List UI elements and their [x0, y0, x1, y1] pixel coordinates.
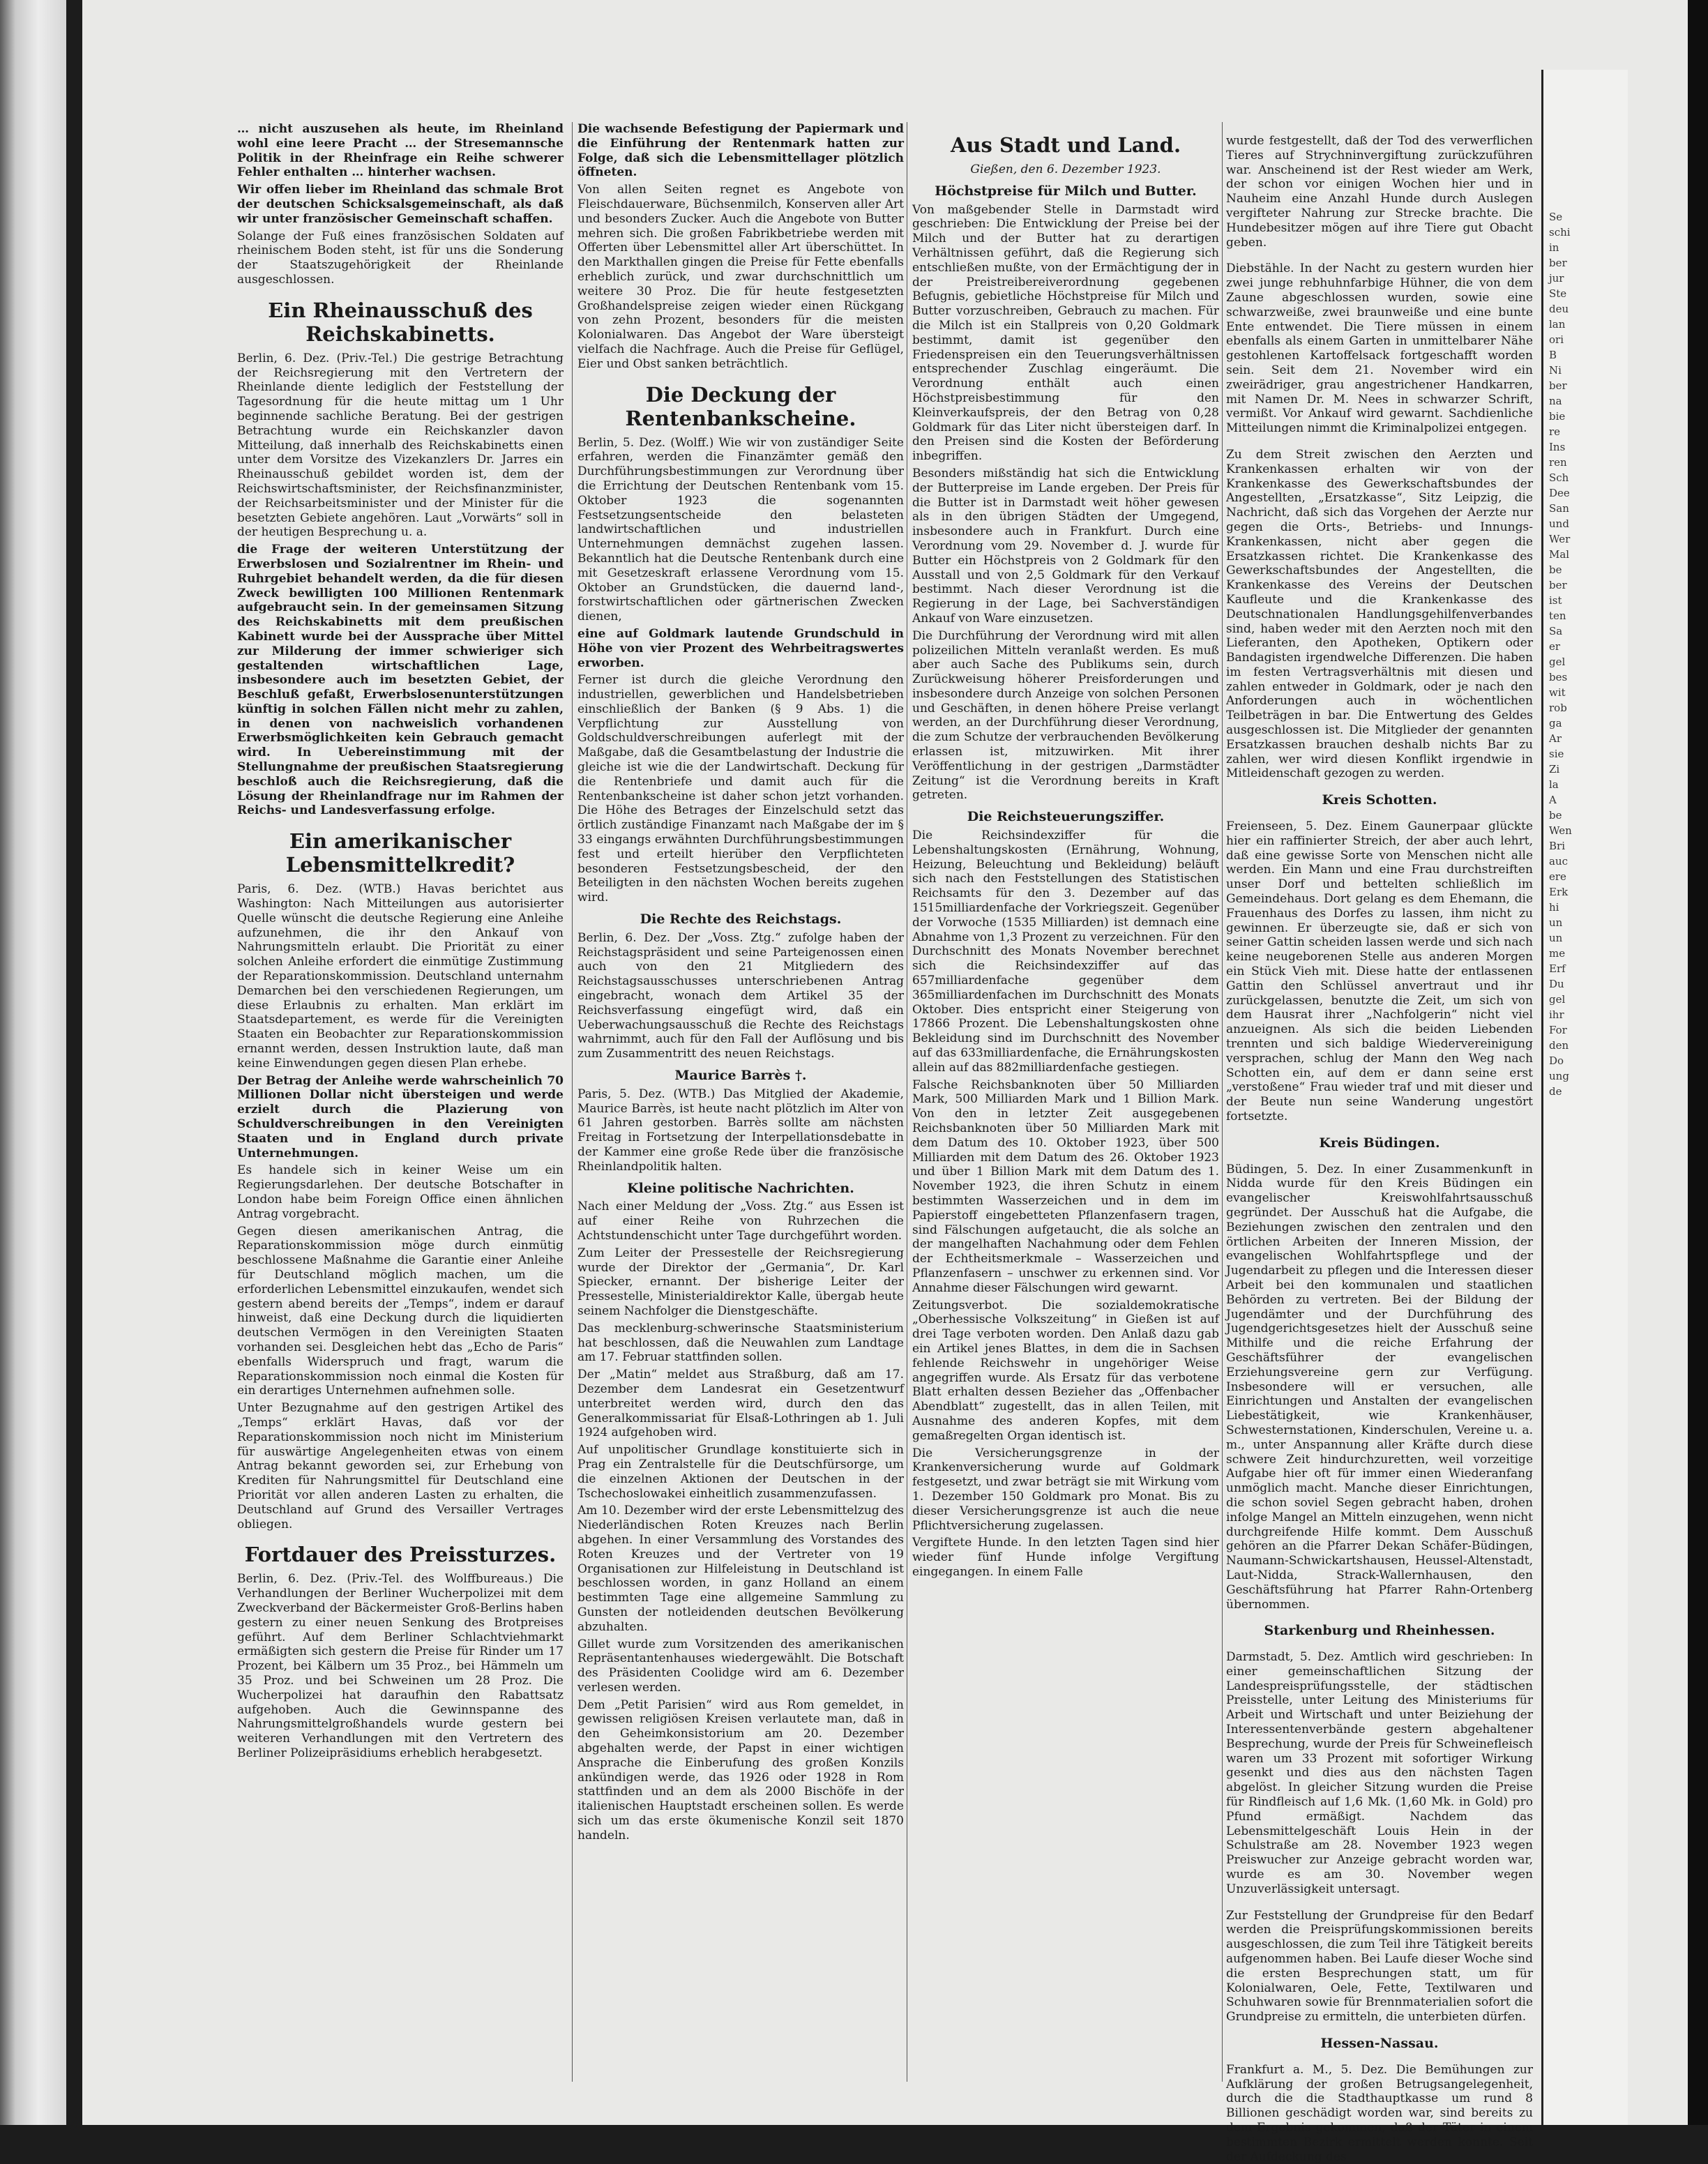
adjacent-page-fragment: Mal [1549, 548, 1570, 561]
article-frage: die Frage der weiteren Unterstützung der Erwerbslosen und Sozialrentner im Rhein- und Ruhrgebiet behandelt werden, da die für diesen Zweck bewilligten 100 Millionen Rentenmark aufgebraucht sein. In der gemeinsamen Sitzung des Reichskabinetts mit dem preußischen Kabinett wurde bei der Aussprache über Mittel zur Milderung der immer schwieriger sich gestaltenden wirtschaftlichen Lage, insbesondere auch im besetzten Gebiet, der Beschluß gefaßt, Erwerbslosenunterstützungen künftig in solchen Fällen nicht mehr zu zahlen, in denen von nachweislich vorhandenen Erwerbsmöglichkeiten kein Gebrauch gemacht wird. In Uebereinstimmung mit der Stellungnahme der preußischen Staatsregierung beschloß auch die Reichsregierung, daß die Lösung der Rheinlandfrage nur im Rahmen der Reichs- und Landesverfassung erfolge. [237, 543, 564, 818]
adjacent-page-fragment: Wen [1549, 824, 1572, 837]
article-unter: Unter Bezugnahme auf den gestrigen Artikel des „Temps“ erklärt Havas, daß vor der Reparationskommission noch nicht im Ministerium für auswärtige Angelegenheiten etwas von einem Antrag bekannt geworden sei, zur Erhebung von Krediten für Nahrungsmittel für Deutschland eine Priorität vor allen anderen Lasten zu erhalten, die Deutschland auf Grund des Versailler Vertrages obliegen. [237, 1401, 564, 1531]
article-durchfuehrung: Die Durchführung der Verordnung wird mit allen polizeilichen Mitteln veranlaßt werden. Es muß aber auch Sache des Publikums sein, durch Zurückweisung höherer Preisforderungen und insbesondere durch Anzeige von solchen Personen und Geschäften, in denen höhere Preise verlangt werden, an der Durchführung dieser Verordnung, die zum Schutze der verbrauchenden Bevölkerung erlassen ist, mitzuwirken. Mit ihrer Veröffentlichung in der gestrigen „Darmstädter Zeitung“ ist die Verordnung bereits in Kraft getreten. [912, 628, 1219, 803]
adjacent-page-fragment: ung [1549, 1070, 1569, 1082]
col1-intro-3: Solange der Fuß eines französischen Soldaten auf rheinischem Boden steht, ist für uns die Sonderung der Staatszugehörigkeit der Rheinlande ausgeschlossen. [237, 229, 564, 287]
adjacent-page-fragment: Se [1549, 211, 1563, 223]
article-butter: Besonders mißständig hat sich die Entwicklung der Butterpreise im Lande ergeben. Der Preis für die Butter ist in Darmstadt weit höher gewesen als in den übrigen Städten der Umgegend, insbesondere auch in Frankfurt. Durch eine Verordnung vom 29. November d. J. wurde für Butter ein Höchstpreis von 2 Goldmark für den Ausstall und von 2,5 Goldmark für den Verkauf bestimmt. Nach dieser Verordnung ist die Regierung in der Lage, bei Sachverständigen Ankauf von Ware einzusetzen. [912, 466, 1219, 626]
adjacent-page-fragment: ber [1549, 257, 1567, 269]
headline-preissturz: Fortdauer des Preissturzes. [244, 1543, 557, 1567]
article-rechte: Berlin, 6. Dez. Der „Voss. Ztg.“ zufolge haben der Reichstagspräsident und seine Parteigenossen einen auch von den 21 Mitgliedern des Reichstagsausschusses unterschriebenen Antrag eingebracht, wonach dem Artikel 35 der Reichsverfassung eingefügt wird, daß ein Ueberwachungsausschuß die Rechte des Reichstags wahrnimmt, auch für den Fall der Auflösung und bis zum Zusammentritt des neuen Reichstags. [577, 930, 904, 1061]
adjacent-page-fragment: un [1549, 916, 1563, 929]
adjacent-page-fragment: na [1549, 395, 1562, 407]
adjacent-page-fragment: ere [1549, 870, 1566, 883]
article-zeitungsverbot: Zeitungsverbot. Die sozialdemokratische „Oberhessische Volkszeitung“ in Gießen ist auf drei Tage verboten worden. Den Anlaß dazu gab ein Artikel jenes Blattes, in dem die in Sachsen fehlende Reichswehr in ungehöriger Weise angegriffen wurde. Als Ersatz für das verbotene Blatt erhalten dessen Bezieher das „Offenbacher Abendblatt“ zugestellt, das in allen Teilen, mit Ausnahme des anderen Kopfes, mit dem gemaßregelten Organ identisch ist. [912, 1298, 1219, 1443]
adjacent-page-fragment: be [1549, 809, 1562, 822]
adjacent-page-fragment: deu [1549, 303, 1569, 315]
article-buedingen: Büdingen, 5. Dez. In einer Zusammenkunft in Nidda wurde für den Kreis Büdingen ein evangelischer Kreiswohlfahrtsausschuß gegründet. Der Ausschuß hat die Aufgabe, die Beziehungen zwischen den zentralen und den örtlichen Arbeiten der Inneren Mission, der evangelischen Wohlfahrtspflege und der Jugendarbeit zu pflegen und die Interessen dieser Arbeit bei den kommunalen und staatlichen Behörden zu vertreten. Bei der Bildung der Jugendämter und der Durchführung des Jugendgerichtsgesetzes hielt der Ausschuß seine Mithilfe und die reiche Erfahrung der Geschäftsführer der evangelischen Erziehungsvereine gern zur Verfügung. Insbesondere will er versuchen, alle Einrichtungen und Anstalten der evangelischen Liebestätigkeit, wie Krankenhäuser, Schwesternstationen, Kinderschulen, Vereine u. a. m., unter Anspannung aller Kräfte durch diese schwere Zeit hindurchzuretten, weil vorzeitige Aufgabe hier oft für immer einen Wiederanfang unmöglich macht. Manche dieser Einrichtungen, die schon soviel Segen gebracht haben, drohen infolge Mangel an Mitteln einzugehen, wenn nicht durchgreifende Hilfe kommt. Dem Ausschuß gehören an die Pfarrer Dekan Schäfer-Büdingen, Naumann-Schwickartshausen, Heussel-Altenstadt, Laut-Nidda, Strack-Wallernhausen, den Geschäftsführung hat Pfarrer Rahn-Ortenberg übernommen. [1226, 1162, 1533, 1612]
article-hoechstpreise: Von maßgebender Stelle in Darmstadt wird geschrieben: Die Entwicklung der Preise bei der Milch und der Butter hat zu derartigen Verhältnissen geführt, daß die Regierung sich entschließen mußte, von der Ermächtigung der in der Preistreibereiverordnung gegebenen Befugnis, gebietliche Höchstpreise für Milch und Butter vorzuschreiben, Gebrauch zu machen. Für die Milch ist ein Stallpreis von 0,20 Goldmark bestimmt, damit ist gegenüber den Friedenspreisen ein den Teuerungsverhältnissen entsprechender Zuschlag eingeräumt. Die Verordnung enthält auch einen Höchstpreisbestimmung für den Kleinverkaufspreis, der den Betrag von 0,28 Goldmark für das Liter nicht übersteigen darf. In den Preisen sind die Kosten der Beförderung inbegriffen. [912, 202, 1219, 464]
adjacent-page-fragment: un [1549, 932, 1563, 944]
column-4 [1226, 122, 1533, 2164]
adjacent-page-fragment: Ni [1549, 364, 1562, 377]
article-falsche-noten: Falsche Reichsbanknoten über 50 Milliarden Mark, 500 Milliarden Mark und 1 Billion Mark. Von den in letzter Zeit ausgegebenen Reichsbanknoten über 50 Milliarden Mark mit dem Datum des 10. Oktober 1923, über 500 Milliarden mit dem Datum des 26. Oktober 1923 und über 1 Billion Mark mit dem Datum des 1. November 1923, die ihren Schutz in einem bestimmten Wasserzeichen und in dem im Papierstoff eingebetteten Pflanzenfasern tragen, sind Fälschungen aufgetaucht, die als solche an der mangelhaften Nachahmung oder dem Fehlen der Echtheitsmerkmale – Wasserzeichen und Pflanzenfasern – unschwer zu erkennen sind. Vor Annahme dieser Fälschungen wird gewarnt. [912, 1077, 1219, 1295]
adjacent-page-fragment: Dee [1549, 487, 1570, 499]
article-schotten: Freienseen, 5. Dez. Einem Gaunerpaar glückte hier ein raffinierter Streich, der aber auch lehrt, daß eine gewisse Sorte von Menschen nicht alle werden. Ein Mann und eine Frau durchstreiften unser Dorf und bettelten schließlich im Gemeindehaus. Dort gelang es dem Ehemann, die Frauenhaus des Dorfes zu lassen, ihm nicht zu gewinnen. Er überzeugte sie, daß er sich von seiner Gattin scheiden lassen werde und sich nach keine neugeborenen Stelle aus anderen Morgen ein Stück Vieh mit. Diese hatte der entlassenen Gattin den Schlüssel anvertraut und ihr zurückgelassen, benutzte die Zeit, um sich von dem Hausrat ihrer „Nachfolgerin“ nicht viel anzueignen. Als sich die beiden Liebenden trennten und sich baldige Wiedervereinigung versprachen, schlug der Mann den Weg nach Schotten ein, auf dem er dann seine erst „verstoßene“ Frau wieder traf und mit dieser und der Beute nun seine Wanderung ungestört fortsetzte. [1226, 819, 1533, 1123]
adjacent-page-fragment: be [1549, 563, 1562, 576]
adjacent-page-fragment: A [1549, 794, 1557, 806]
column-2 [577, 122, 904, 2082]
news-item-2: Zum Leiter der Pressestelle der Reichsregierung wurde der Direktor der „Germania“, Dr. Karl Spiecker, ernannt. Der bisherige Leiter der Pressestelle, Ministerialdirektor Kalle, übergab heute seinem Nachfolger die Dienstgeschäfte. [577, 1246, 904, 1318]
headline-buedingen: Kreis Büdingen. [1319, 1135, 1440, 1151]
adjacent-page-fragment: For [1549, 1024, 1567, 1036]
adjacent-page-fragment: ber [1549, 579, 1567, 591]
adjacent-page-fragment: Bri [1549, 840, 1565, 852]
headline-amerika: Ein amerikanischer Lebensmittelkredit? [285, 829, 515, 877]
headline-kleine: Kleine politische Nachrichten. [627, 1180, 854, 1196]
adjacent-page-fragment: jur [1549, 272, 1564, 285]
article-streit: Zu dem Streit zwischen den Aerzten und Krankenkassen erhalten wir von der Krankenkasse des Gewerkschaftsbundes der Angestellten, „Ersatzkasse“, Sitz Leipzig, die Nachricht, daß sich das Vorgehen der Aerzte nur gegen die Orts-, Betriebs- und Innungs-Krankenkassen, nicht aber gegen die Ersatzkassen richtet. Die Krankenkasse des Gewerkschaftsbundes der Angestellten, die Krankenkasse des Vereins der Deutschen Kaufleute und die Krankenkasse des Deutschnationalen Handlungsgehilfenverbandes sind, haben weder mit den Aerzten noch mit den Lieferanten, den Apotheken, Optikern oder Bandagisten irgendwelche Differenzen. Die haben im festen Vertragsverhältnis mit diesen und zahlen entweder in Goldmark, oder je nach den Anforderungen auch in wöchentlichen Teilbeträgen in bar. Die Entwertung des Geldes ausgeschlossen ist. Die Mitglieder der genannten Ersatzkassen brauchen deshalb nichts Bar zu zahlen, wer wird diesen Konflikt irgendwie in Mitleidenschaft gezogen zu werden. [1226, 447, 1533, 781]
article-verhandelt: Es handele sich in keiner Weise um ein Regierungsdarlehen. Der deutsche Botschafter in London habe beim Foreign Office einen ähnlichen Antrag vorgebracht. [237, 1163, 564, 1221]
headline-stadt: Aus Stadt und Land. [950, 133, 1181, 157]
adjacent-page-fragment: Ste [1549, 287, 1567, 300]
adjacent-page-fragment: Wer [1549, 533, 1571, 545]
adjacent-page-fragment: sie [1549, 748, 1564, 760]
adjacent-page-fragment: ist [1549, 594, 1562, 607]
column-rule-1 [572, 122, 573, 2082]
news-item-1: Nach einer Meldung der „Voss. Ztg.“ aus Essen ist auf einer Reihe von Ruhrzechen die Achtstundenschicht unter Tage durchgeführt worden. [577, 1200, 904, 1243]
article-barres: Paris, 5. Dez. (WTB.) Das Mitglied der Akademie, Maurice Barrès, ist heute nacht plötzlich im Alter von 61 Jahren gestorben. Barrès sollte am nächsten Freitag in Fortsetzung der Interpellationsdebatte in der Kammer eine große Rede über die französische Rheinlandpolitik halten. [577, 1087, 904, 1174]
adjacent-page-fragment: Ins [1549, 441, 1566, 453]
adjacent-page-fragment: den [1549, 1039, 1569, 1052]
article-reichsteuerung: Die Reichsindexziffer für die Lebenshaltungskosten (Ernährung, Wohnung, Heizung, Beleuchtung und Bekleidung) beläuft sich nach den Feststellungen des Statistischen Reichsamts für den 3. Dezember auf das 1515milliardenfache der Vorkriegszeit. Gegenüber der Vorwoche (1535 Milliarden) ist demnach eine Abnahme von 1,3 Prozent zu verzeichnen. Für den Durchschnitt des Monats November berechnet sich die Reichsindexziffer auf das 657milliardenfache gegenüber dem 365milliardenfachen im Durchschnitt des Monats Oktober. Dies entspricht einer Steigerung von 17866 Prozent. Die Lebenshaltungskosten ohne Bekleidung sind im Durchschnitt des November auf das 633milliardenfache, die Ernährungskosten allein auf das 882milliardenfache gestiegen. [912, 828, 1219, 1075]
adjacent-page-fragment: Erf [1549, 962, 1566, 975]
column-1 [237, 122, 564, 2082]
headline-starkenburg: Starkenburg und Rheinhessen. [1264, 1623, 1495, 1639]
dateline: Gießen, den 6. Dezember 1923. [970, 162, 1161, 176]
article-rheinausschuss: Berlin, 6. Dez. (Priv.-Tel.) Die gestrige Betrachtung der Reichsregierung mit den Vertretern der Rheinlande diente lediglich der Feststellung der Tagesordnung für die heute mittag um 1 Uhr beginnende sachliche Beratung. Bei der gestrigen Betrachtung wurde ein Reichskanzler davon Mitteilung, daß innerhalb des Reichskabinetts einen unter dem Vorsitze des Vizekanzlers Dr. Jarres ein Rheinausschuß gebildet worden ist, dem der Reichswirtschaftsminister, der Reichsfinanzminister, der Reichsarbeitsminister und der Minister für die besetzten Gebiete angehören. Laut „Vorwärts“ soll in der heutigen Besprechung u. a. [237, 351, 564, 540]
adjacent-page-fragment: und [1549, 517, 1569, 530]
adjacent-page-fragment: me [1549, 947, 1566, 960]
headline-rechte: Die Rechte des Reichstags. [640, 911, 842, 928]
adjacent-page-fragment: Du [1549, 978, 1564, 990]
article-darmstadt: Darmstadt, 5. Dez. Amtlich wird geschrieben: In einer gemeinschaftlichen Sitzung der Landespreisprüfungsstelle, der städtischen Preisstelle, unter Leitung des Ministeriums für Arbeit und Wirtschaft und unter Beiziehung der Interessentenverbände gestern abgehaltener Besprechung, wurde der Preis für Schweinefleisch waren um 33 Prozent mit sofortiger Wirkung gesenkt und dies aus den nächsten Tagen abgelöst. In gleicher Sitzung wurden die Preise für Rindfleisch auf 1,6 Mk. (1,60 Mk. in Gold) pro Pfund ermäßigt. Nachdem das Lebensmittelgeschäft Louis Hein in der Schulstraße am 28. November 1923 wegen Preiswucher zur Anzeige gebracht worden war, wurde es am 30. November wegen Unzuverlässigkeit untersagt. [1226, 1650, 1533, 1896]
adjacent-page-fragment: re [1549, 425, 1561, 438]
adjacent-page-fragment: lan [1549, 318, 1566, 331]
article-frankfurt: Frankfurt a. M., 5. Dez. Die Bemühungen zur Aufklärung der großen Betrugsangelegenheit, durch die die Stadthauptkasse um rund 8 Billionen geschädigt worden war, sind bereits zu dem Ergebnis gekommen, daß der Täter in einem bestimmten Bezirk ermittelt werden konnte. Seit der Aufdeckung des [1226, 2062, 1533, 2164]
binding-margin [0, 0, 66, 2125]
article-diebstaehle: Diebstähle. In der Nacht zu gestern wurden hier zwei junge rebhuhnfarbige Hühner, die von dem Zaune abgeschlossen wurden, sowie eine schwarzweiße, zwei braunweiße und eine bunte Ente entwendet. Die Tiere müssen in einem ebenfalls als einem Garten in unmittelbarer Nähe gestohlenen Kartoffelsack fortgeschafft worden sein. Seit dem 21. November wird ein zweirädriger, grau angestrichener Handkarren, mit Namen Dr. M. Nees in schwarzer Schrift, vermißt. Vor Ankauf wird gewarnt. Sachdienliche Mitteilungen nimmt die Kriminalpolizei entgegen. [1226, 262, 1533, 436]
adjacent-page-fragment: rob [1549, 702, 1567, 714]
adjacent-page-fragment: la [1549, 778, 1559, 791]
adjacent-page-text [1549, 209, 1619, 1099]
adjacent-page-fragment: schi [1549, 226, 1571, 239]
article-grundschuld: eine auf Goldmark lautende Grundschuld in Höhe von vier Prozent des Wehrbeitragswertes erworben. [577, 626, 904, 670]
article-versicherung: Die Versicherungsgrenze in der Krankenversicherung wurde auf Goldmark festgesetzt, und zwar beträgt sie mit Wirkung vom 1. Dezember 150 Goldmark pro Monat. Bis zu dieser Versicherungsgrenze ist auch die neue Pflichtversicherung zugelassen. [912, 1446, 1219, 1533]
headline-rheinausschuss: Ein Rheinausschuß des Reichskabinetts. [268, 298, 533, 346]
adjacent-page-fragment: bes [1549, 671, 1568, 683]
adjacent-page-fragment: ber [1549, 379, 1567, 392]
article-amerika: Paris, 6. Dez. (WTB.) Havas berichtet aus Washington: Nach Mitteilungen aus autorisierter Quelle wünscht die deutsche Regierung eine Anleihe aufzunehmen, die ihr den Ankauf von Nahrungsmitteln erlaubt. Die Priorität zu einer solchen Anleihe erfordert die einmütige Zustimmung der Reparationskommission. Deutschland unternahm Demarchen bei den verschiedenen Regierungen, um diese Erlaubnis zu erhalten. Man erklärt im Staatsdepartement, es werde für die Vereinigten Staaten ein Beobachter zur Reparationskommission ernannt werden, dessen Instruktion laute, daß man keine Einwendungen gegen diesen Plan erhebe. [237, 882, 564, 1070]
article-hunde: Vergiftete Hunde. In den letzten Tagen sind hier wieder fünf Hunde infolge Vergiftung eingegangen. In einem Falle [912, 1536, 1219, 1579]
adjacent-page-fragment: de [1549, 1085, 1562, 1098]
scan-edge [1688, 0, 1708, 2125]
col1-intro-1: … nicht auszusehen als heute, im Rheinland wohl eine leere Pracht … der Stresemannsche Politik in der Rheinfrage ein Reihe schwerer Fehler enthalten … hinterher wachsen. [237, 122, 564, 180]
adjacent-page-fragment: Ar [1549, 732, 1562, 745]
adjacent-page-fragment: ren [1549, 456, 1567, 469]
article-angebote: Von allen Seiten regnet es Angebote von Fleischdauerware, Büchsenmilch, Konserven aller Art und besonders Zucker. Auch die Angebote von Butter mehren sich. Die großen Fabrikbetriebe werden mit Offerten über Lebensmittel aller Art überschüttet. In den Markthallen gingen die Preise für Fette ebenfalls erheblich zurück, und zwar durchschnittlich um weitere 30 Proz. Die für heute festgesetzten Großhandelspreise zeigen wieder einen Rückgang von zehn Prozent, besonders für die meisten Kolonialwaren. Das Angebot der Ware übersteigt vielfach die Nachfrage. Auch die Preise für Geflügel, Eier und Obst sanken beträchtlich. [577, 183, 904, 371]
column-rule-3 [1222, 122, 1223, 2082]
adjacent-page-fragment: gel [1549, 993, 1566, 1006]
adjacent-page-fragment: Erk [1549, 886, 1569, 898]
article-deckung: Berlin, 5. Dez. (Wolff.) Wie wir von zuständiger Seite erfahren, werden die Finanzämter gemäß den Durchführungsbestimmungen zur Verordnung über die Errichtung der Deutschen Rentenbank vom 15. Oktober 1923 die sogenannten Festsetzungsentscheide den belasteten landwirtschaftlichen und industriellen Unternehmungen demnächst zugehen lassen. Bekanntlich hat die Deutsche Rentenbank durch eine mit Gesetzeskraft erlassene Verordnung vom 15. Oktober an Grundstücken, die dauernd land-, forstwirtschaftlichen oder gärtnerischen Zwecken dienen, [577, 435, 904, 624]
news-item-3: Das mecklenburg-schwerinsche Staatsministerium hat beschlossen, daß die Neuwahlen zum Landtage am 17. Februar stattfinden sollen. [577, 1321, 904, 1365]
adjacent-page-fragment: ihr [1549, 1008, 1564, 1021]
adjacent-page-fragment: B [1549, 349, 1557, 361]
adjacent-page-fragment: Do [1549, 1054, 1564, 1067]
adjacent-page-fragment: ga [1549, 717, 1562, 729]
news-item-4: Der „Matin“ meldet aus Straßburg, daß am 17. Dezember dem Landesrat ein Gesetzentwurf unterbreitet werden wird, durch den das Generalkommissariat für Elsaß-Lothringen ab 1. Juli 1924 aufgehoben wird. [577, 1368, 904, 1440]
adjacent-page-fragment: ten [1549, 610, 1566, 622]
col2-intro: Die wachsende Befestigung der Papiermark und die Einführung der Rentenmark hatten zur Folge, daß sich die Lebensmittellager plötzlich öffneten. [577, 122, 904, 180]
adjacent-page-fragment: wit [1549, 686, 1566, 699]
news-item-7: Gillet wurde zum Vorsitzenden des amerikanischen Repräsentantenhauses wiedergewählt. Die Botschaft des Präsidenten Coolidge wird am 6. Dezember verlesen werden. [577, 1637, 904, 1695]
adjacent-page-strip [1541, 70, 1628, 2125]
adjacent-page-fragment: San [1549, 502, 1569, 515]
article-hunde-cont: wurde festgestellt, daß der Tod des verwerflichen Tieres auf Strychninvergiftung zurückzuführen war. Anscheinend ist der Rest wieder am Werk, der schon vor einigen Wochen hier und in Nauheim eine Anzahl Hunde durch Auslegen vergifteter Nahrung zur Strecke brachte. Die Hundebesitzer mögen auf ihre Tiere gut Obacht geben. [1226, 134, 1533, 250]
headline-schotten: Kreis Schotten. [1322, 792, 1437, 808]
news-item-8: Dem „Petit Parisien“ wird aus Rom gemeldet, in gewissen religiösen Kreisen verlautete man, daß in den Geheimkonsistorium am 20. Dezember abgehalten werde, der Papst in einer wichtigen Ansprache die Einberufung des großen Konzils ankündigen werde, das 1926 oder 1928 in Rom stattfinden und an dem als 2000 Bischöfe in der italienischen Hauptstadt erscheinen sollen. Es werde sich um das erste ökumenische Konzil seit 1870 handeln. [577, 1697, 904, 1843]
col1-intro-2: Wir offen lieber im Rheinland das schmale Brot der deutschen Schicksalsgemeinschaft, als daß wir unter französischer Gemeinschaft schaffen. [237, 183, 564, 226]
news-item-5: Auf unpolitischer Grundlage konstituierte sich in Prag ein Zentralstelle für die Deutschfürsorge, um die einzelnen Aktionen der Deutschen in der Tschechoslowakei einheitlich zusammenzufassen. [577, 1443, 904, 1501]
headline-reichsteuerung: Die Reichsteuerungsziffer. [967, 809, 1165, 825]
adjacent-page-fragment: Zi [1549, 763, 1560, 775]
article-ferner: Ferner ist durch die gleiche Verordnung den industriellen, gewerblichen und Handelsbetrieben einschließlich der Banken (§ 9 Abs. 1) die Verpflichtung zur Ausstellung von Goldschuldverschreibungen auferlegt mit der Maßgabe, daß die Gesamtbelastung der Industrie die gleiche ist wie die der Landwirtschaft. Deckung für die Rentenbriefe und damit auch für die Rentenbankscheine ist daher schon jetzt vorhanden. Die Höhe des Betrages der Einzelschuld setzt das örtlich zuständige Finanzamt nach Maßgabe der im § 33 eingangs erwähnten Durchführungsbestimmungen fest und erteilt hierüber den Verpflichteten besonderen Festsetzungsbescheid, der den Beteiligten in den nächsten Wochen bereits zugehen wird. [577, 673, 904, 905]
adjacent-page-fragment: er [1549, 640, 1561, 653]
adjacent-page-fragment: hi [1549, 901, 1559, 914]
adjacent-page-fragment: in [1549, 241, 1559, 254]
article-preissturz: Berlin, 6. Dez. (Priv.-Tel. des Wolffbureaus.) Die Verhandlungen der Berliner Wucherpolizei mit dem Zweckverband der Bäckermeister Groß-Berlins haben gestern zu einer neuen Senkung des Brotpreises geführt. Auf dem Berliner Schlachtviehmarkt ermäßigten sich gestern die Preise für Rinder um 17 Prozent, bei Kälbern um 35 Proz., bei Hämmeln um 35 Proz. und bei Schweinen um 28 Proz. Die Wucherpolizei hat daraufhin den Rabattsatz aufgehoben. Auch die Gewinnspanne des Nahrungsmittelgroßhandels wurde gestern bei weiteren Verhandlungen mit den Vertretern des Berliner Polizeipräsidiums erheblich herabgesetzt. [237, 1572, 564, 1760]
column-3 [912, 122, 1219, 2082]
adjacent-page-fragment: bie [1549, 410, 1566, 423]
article-gegen: Gegen diesen amerikanischen Antrag, die Reparationskommission möge durch einmütig beschlossene Maßnahme die Garantie einer Anleihe für Deutschland möglich machen, um die erforderlichen Lebensmittel einzukaufen, wendet sich gestern abend bereits der „Temps“, indem er darauf hinweist, daß eine Deckung durch die liquidierten deutschen Vermögen in den Vereinigten Staaten vorhanden sei. Desgleichen hebt das „Echo de Paris“ ebenfalls Widerspruch und fragt, warum die Reparationskommission noch einmal die Kosten für ein derartiges Unternehmen aufnehmen solle. [237, 1224, 564, 1398]
headline-hoechstpreise: Höchstpreise für Milch und Butter. [935, 183, 1197, 199]
adjacent-page-fragment: ori [1549, 333, 1564, 346]
news-item-6: Am 10. Dezember wird der erste Lebensmittelzug des Niederländischen Roten Kreuzes nach Berlin abgehen. In einer Versammlung des Vorstandes des Roten Kreuzes und der Vertreter von 19 Organisationen zur Hilfeleistung in Deutschland ist beschlossen worden, in ganz Holland an einem bestimmten Tage eine allgemeine Sammlung zu Gunsten der notleidenden deutschen Bevölkerung abzuhalten. [577, 1504, 904, 1634]
headline-deckung: Die Deckung der Rentenbankscheine. [625, 382, 856, 430]
article-betrag: Der Betrag der Anleihe werde wahrscheinlich 70 Millionen Dollar nicht übersteigen und werde erzielt durch die Plazierung von Schuldverschreibungen in den Vereinigten Staaten und in England durch private Unternehmungen. [237, 1073, 564, 1160]
adjacent-page-fragment: Sch [1549, 471, 1569, 484]
adjacent-page-fragment: Sa [1549, 625, 1563, 637]
adjacent-page-fragment: gel [1549, 656, 1566, 668]
headline-barres: Maurice Barrès †. [674, 1068, 807, 1084]
adjacent-page-fragment: auc [1549, 855, 1569, 868]
article-bedarf: Zur Feststellung der Grundpreise für den Bedarf werden die Preisprüfungskommissionen bereits ausgeschlossen, die zum Teil ihre Tätigkeit bereits aufgenommen haben. Bei Laufe dieser Woche sind die ersten Besprechungen statt, um für Kolonialwaren, Oele, Fette, Textilwaren und Schuhwaren sowie für Brennmaterialien sofort die Grundpreise zu ermitteln, die unterbieten dürfen. [1226, 1908, 1533, 2025]
headline-hessen: Hessen-Nassau. [1320, 2036, 1439, 2052]
